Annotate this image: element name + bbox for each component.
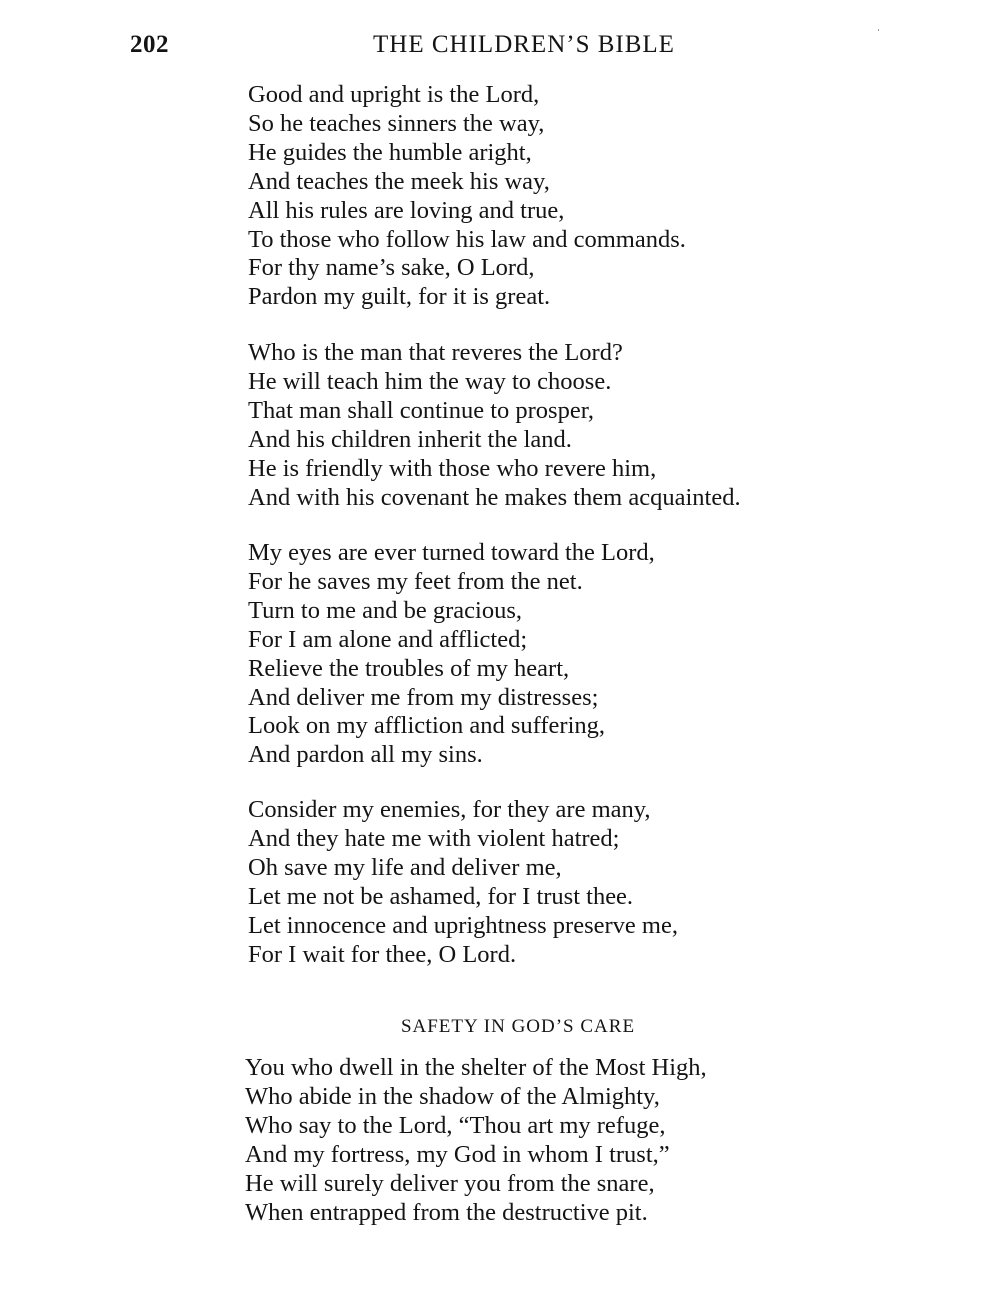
verse-line: For he saves my feet from the net. xyxy=(248,567,583,595)
verse-line: For thy name’s sake, O Lord, xyxy=(248,254,535,282)
page-number: 202 xyxy=(130,31,169,58)
verse-line: Look on my affliction and suffering, xyxy=(248,712,605,740)
stanza-3 xyxy=(248,539,655,770)
verse-line: And my fortress, my God in whom I trust,” xyxy=(245,1140,670,1168)
verse-line: He will teach him the way to choose. xyxy=(248,367,612,395)
verse-line: So he teaches sinners the way, xyxy=(248,109,545,137)
stanza-4 xyxy=(248,796,678,969)
stanza-1 xyxy=(248,81,686,312)
verse-line: He guides the humble aright, xyxy=(248,138,532,166)
verse-line: Good and upright is the Lord, xyxy=(248,81,540,108)
verse-line: And they hate me with violent hatred; xyxy=(248,824,620,852)
verse-line: Relieve the troubles of my heart, xyxy=(248,654,570,682)
section-heading: SAFETY IN GOD’S CARE xyxy=(400,1016,636,1037)
verse-line: Who is the man that reveres the Lord? xyxy=(248,339,623,366)
verse-line: And his children inherit the land. xyxy=(248,425,572,453)
verse-line: You who dwell in the shelter of the Most High, xyxy=(245,1054,707,1081)
verse-line: To those who follow his law and commands. xyxy=(248,225,686,253)
verse-line: And with his covenant he makes them acquainted. xyxy=(248,483,741,511)
verse-line: Oh save my life and deliver me, xyxy=(248,853,562,881)
verse-line: Consider my enemies, for they are many, xyxy=(248,796,651,823)
verse-line: For I wait for thee, O Lord. xyxy=(248,940,517,968)
verse-line: Let innocence and uprightness preserve me, xyxy=(248,911,678,939)
verse-line: When entrapped from the destructive pit. xyxy=(245,1198,648,1226)
verse-line: Let me not be ashamed, for I trust thee. xyxy=(248,882,634,910)
section-stanza xyxy=(245,1054,707,1227)
verse-line: He will surely deliver you from the snare, xyxy=(245,1169,655,1197)
verse-line: Who say to the Lord, “Thou art my refuge, xyxy=(245,1111,666,1139)
running-title: THE CHILDREN’S BIBLE xyxy=(373,31,675,58)
verse-line: My eyes are ever turned toward the Lord, xyxy=(248,539,655,566)
verse-line: And pardon all my sins. xyxy=(248,741,483,769)
verse-line: And deliver me from my distresses; xyxy=(248,683,599,711)
verse-line: That man shall continue to prosper, xyxy=(248,396,595,424)
stanza-2 xyxy=(248,339,741,512)
verse-line: And teaches the meek his way, xyxy=(248,167,550,195)
verse-line: All his rules are loving and true, xyxy=(248,196,565,224)
verse-line: Who abide in the shadow of the Almighty, xyxy=(245,1082,660,1110)
verse-line: For I am alone and afflicted; xyxy=(248,625,528,653)
verse-line: Pardon my guilt, for it is great. xyxy=(248,283,551,311)
stray-mark xyxy=(878,29,879,31)
verse-line: He is friendly with those who revere him, xyxy=(248,454,657,482)
verse-line: Turn to me and be gracious, xyxy=(248,596,522,624)
